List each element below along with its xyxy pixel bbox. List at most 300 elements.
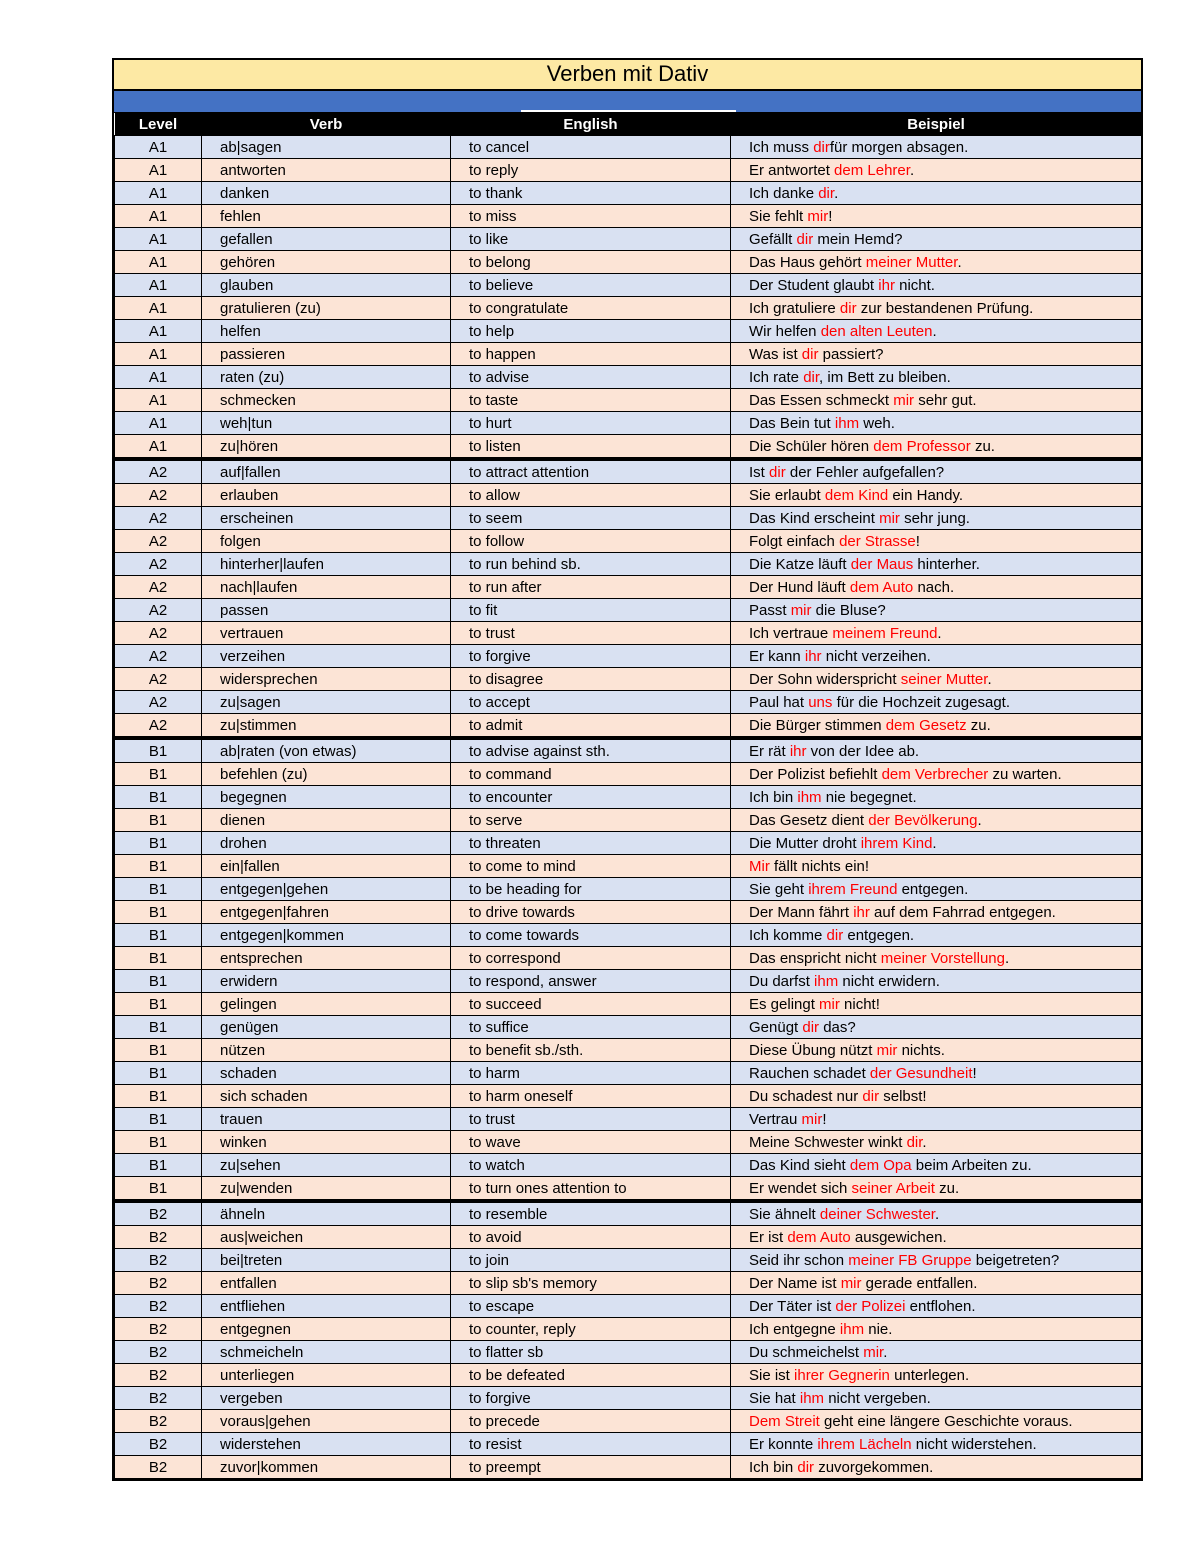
cell-level: A1 bbox=[115, 228, 202, 251]
dative-object-highlight: ihrem Lächeln bbox=[817, 1435, 912, 1453]
cell-beispiel bbox=[731, 484, 1142, 507]
example-text: für morgen absagen. bbox=[829, 138, 969, 156]
dative-object-highlight: ihm bbox=[797, 788, 822, 806]
cell-level: B1 bbox=[115, 763, 202, 786]
table-row bbox=[115, 1108, 1142, 1131]
table-row bbox=[115, 993, 1142, 1016]
dative-object-highlight: dir bbox=[801, 345, 819, 363]
cell-level: A2 bbox=[115, 714, 202, 739]
example-text: Seid ihr schon bbox=[749, 1251, 849, 1269]
table-row bbox=[115, 435, 1142, 460]
example-text: Der Täter ist bbox=[749, 1297, 836, 1315]
dative-object-highlight: ihr bbox=[804, 647, 822, 665]
cell-beispiel bbox=[731, 599, 1142, 622]
cell-level: B2 bbox=[115, 1249, 202, 1272]
example-text: sehr jung. bbox=[899, 509, 970, 527]
example-text: zuvorgekommen. bbox=[814, 1458, 934, 1476]
cell-level: B2 bbox=[115, 1341, 202, 1364]
cell-verb: begegnen bbox=[202, 786, 451, 809]
dative-object-highlight: dir bbox=[769, 463, 786, 481]
cell-level: A1 bbox=[115, 389, 202, 412]
cell-verb: danken bbox=[202, 182, 451, 205]
table-row bbox=[115, 809, 1142, 832]
cell-english: to come to mind bbox=[451, 855, 731, 878]
cell-english: to escape bbox=[451, 1295, 731, 1318]
dative-object-highlight: dem Professor bbox=[873, 437, 971, 455]
cell-beispiel bbox=[731, 691, 1142, 714]
cell-english: to accept bbox=[451, 691, 731, 714]
cell-level: A1 bbox=[115, 343, 202, 366]
example-text: Die Bürger stimmen bbox=[749, 716, 886, 734]
example-text: Wir helfen bbox=[749, 322, 821, 340]
table-header-row bbox=[115, 113, 1142, 136]
example-text: Er ist bbox=[749, 1228, 788, 1246]
cell-beispiel bbox=[731, 1201, 1142, 1226]
example-text: Sie ähnelt bbox=[749, 1205, 820, 1223]
table-row bbox=[115, 832, 1142, 855]
cell-beispiel bbox=[731, 136, 1142, 159]
cell-level: A2 bbox=[115, 553, 202, 576]
dative-object-highlight: der Bevölkerung bbox=[868, 811, 978, 829]
cell-verb: entfliehen bbox=[202, 1295, 451, 1318]
table-row bbox=[115, 366, 1142, 389]
example-text: auf dem Fahrrad entgegen. bbox=[869, 903, 1056, 921]
dative-object-highlight: ihm bbox=[839, 1320, 865, 1338]
table-row bbox=[115, 1131, 1142, 1154]
example-text: ! bbox=[822, 1110, 827, 1128]
cell-verb: sich schaden bbox=[202, 1085, 451, 1108]
cell-english: to succeed bbox=[451, 993, 731, 1016]
cell-english: to respond, answer bbox=[451, 970, 731, 993]
cell-level: B2 bbox=[115, 1433, 202, 1456]
cell-english: to come towards bbox=[451, 924, 731, 947]
cell-english: to harm bbox=[451, 1062, 731, 1085]
cell-level: B1 bbox=[115, 1062, 202, 1085]
cell-verb: unterliegen bbox=[202, 1364, 451, 1387]
example-text: Folgt einfach bbox=[749, 532, 840, 550]
cell-beispiel bbox=[731, 459, 1142, 484]
example-text: die Bluse? bbox=[811, 601, 886, 619]
header-band-divider bbox=[521, 110, 736, 112]
table-row bbox=[115, 251, 1142, 274]
table-row bbox=[115, 1410, 1142, 1433]
cell-english: to help bbox=[451, 320, 731, 343]
example-text: nicht! bbox=[839, 995, 880, 1013]
column-header-verb: Verb bbox=[202, 113, 451, 136]
cell-beispiel bbox=[731, 1039, 1142, 1062]
cell-level: B1 bbox=[115, 1085, 202, 1108]
cell-beispiel bbox=[731, 274, 1142, 297]
table-row bbox=[115, 507, 1142, 530]
page-title: Verben mit Dativ bbox=[114, 60, 1141, 91]
example-text: Du schmeichelst bbox=[749, 1343, 864, 1361]
example-text: . bbox=[977, 811, 982, 829]
cell-english: to resist bbox=[451, 1433, 731, 1456]
cell-verb: entsprechen bbox=[202, 947, 451, 970]
example-text: entgegen. bbox=[843, 926, 915, 944]
cell-verb: erlauben bbox=[202, 484, 451, 507]
dative-object-highlight: dir bbox=[839, 299, 857, 317]
cell-verb: bei|treten bbox=[202, 1249, 451, 1272]
example-text: Er wendet sich bbox=[749, 1179, 852, 1197]
cell-level: A2 bbox=[115, 484, 202, 507]
example-text: zu. bbox=[966, 716, 991, 734]
example-text: Er rät bbox=[749, 742, 790, 760]
cell-level: B1 bbox=[115, 832, 202, 855]
cell-beispiel bbox=[731, 1226, 1142, 1249]
cell-english: to admit bbox=[451, 714, 731, 739]
example-text: zur bestandenen Prüfung. bbox=[856, 299, 1034, 317]
cell-beispiel bbox=[731, 251, 1142, 274]
cell-verb: raten (zu) bbox=[202, 366, 451, 389]
example-text: Meine Schwester winkt bbox=[749, 1133, 907, 1151]
dative-object-highlight: dir bbox=[906, 1133, 923, 1151]
dative-object-highlight: dir bbox=[818, 184, 835, 202]
example-text: weh. bbox=[859, 414, 895, 432]
cell-level: A2 bbox=[115, 530, 202, 553]
cell-verb: gelingen bbox=[202, 993, 451, 1016]
cell-beispiel bbox=[731, 1387, 1142, 1410]
cell-verb: widersprechen bbox=[202, 668, 451, 691]
cell-beispiel bbox=[731, 1318, 1142, 1341]
cell-english: to slip sb's memory bbox=[451, 1272, 731, 1295]
cell-level: B1 bbox=[115, 993, 202, 1016]
cell-english: to avoid bbox=[451, 1226, 731, 1249]
example-text: Ich entgegne bbox=[749, 1320, 840, 1338]
cell-beispiel bbox=[731, 763, 1142, 786]
example-text: fällt nichts ein! bbox=[769, 857, 870, 875]
cell-english: to resemble bbox=[451, 1201, 731, 1226]
example-text: unterlegen. bbox=[889, 1366, 970, 1384]
cell-english: to run behind sb. bbox=[451, 553, 731, 576]
example-text: . bbox=[932, 834, 937, 852]
example-text: hinterher. bbox=[913, 555, 980, 573]
example-text: Er konnte bbox=[749, 1435, 818, 1453]
example-text: Die Mutter droht bbox=[749, 834, 861, 852]
dative-object-highlight: ihr bbox=[853, 903, 870, 921]
table-row bbox=[115, 668, 1142, 691]
example-text: . bbox=[937, 624, 942, 642]
cell-beispiel bbox=[731, 786, 1142, 809]
cell-english: to advise bbox=[451, 366, 731, 389]
example-text: Ich rate bbox=[749, 368, 804, 386]
example-text: . bbox=[932, 322, 937, 340]
cell-verb: aus|weichen bbox=[202, 1226, 451, 1249]
cell-verb: befehlen (zu) bbox=[202, 763, 451, 786]
cell-verb: entgegnen bbox=[202, 1318, 451, 1341]
example-text: ausgewichen. bbox=[850, 1228, 947, 1246]
example-text: Was ist bbox=[749, 345, 802, 363]
cell-beispiel bbox=[731, 924, 1142, 947]
example-text: Ich gratuliere bbox=[749, 299, 840, 317]
cell-beispiel bbox=[731, 1295, 1142, 1318]
example-text: entgegen. bbox=[897, 880, 969, 898]
cell-beispiel bbox=[731, 1410, 1142, 1433]
cell-english: to drive towards bbox=[451, 901, 731, 924]
example-text: Der Name ist bbox=[749, 1274, 841, 1292]
table-row bbox=[115, 738, 1142, 763]
example-text: zu warten. bbox=[988, 765, 1062, 783]
cell-english: to follow bbox=[451, 530, 731, 553]
cell-level: A1 bbox=[115, 274, 202, 297]
cell-verb: drohen bbox=[202, 832, 451, 855]
example-text: Ich bin bbox=[749, 788, 798, 806]
table-row bbox=[115, 1226, 1142, 1249]
table-row bbox=[115, 1295, 1142, 1318]
example-text: Die Katze läuft bbox=[749, 555, 851, 573]
table-row bbox=[115, 182, 1142, 205]
cell-verb: gehören bbox=[202, 251, 451, 274]
example-text: Ich danke bbox=[749, 184, 819, 202]
table-row bbox=[115, 622, 1142, 645]
table-row bbox=[115, 553, 1142, 576]
example-text: nicht verzeihen. bbox=[821, 647, 931, 665]
cell-english: to listen bbox=[451, 435, 731, 460]
example-text: . bbox=[957, 253, 962, 271]
table-row bbox=[115, 1154, 1142, 1177]
cell-beispiel bbox=[731, 553, 1142, 576]
cell-verb: zu|sagen bbox=[202, 691, 451, 714]
example-text: , im Bett zu bleiben. bbox=[819, 368, 951, 386]
example-text: Er antwortet bbox=[749, 161, 835, 179]
example-text: Du schadest nur bbox=[749, 1087, 863, 1105]
table-row bbox=[115, 763, 1142, 786]
table-row bbox=[115, 645, 1142, 668]
dative-object-highlight: dem Lehrer bbox=[834, 161, 910, 179]
dative-object-highlight: ihrem Kind bbox=[860, 834, 933, 852]
cell-level: B2 bbox=[115, 1364, 202, 1387]
cell-verb: entgegen|fahren bbox=[202, 901, 451, 924]
cell-verb: hinterher|laufen bbox=[202, 553, 451, 576]
cell-english: to happen bbox=[451, 343, 731, 366]
example-text: . bbox=[987, 670, 992, 688]
example-text: gerade entfallen. bbox=[861, 1274, 978, 1292]
table-row bbox=[115, 947, 1142, 970]
dative-object-highlight: deiner Schwester bbox=[819, 1205, 935, 1223]
example-text: zu. bbox=[970, 437, 995, 455]
table-row bbox=[115, 1201, 1142, 1226]
example-text: sehr gut. bbox=[914, 391, 977, 409]
cell-level: B2 bbox=[115, 1410, 202, 1433]
example-text: Der Sohn widerspricht bbox=[749, 670, 901, 688]
cell-beispiel bbox=[731, 205, 1142, 228]
dative-object-highlight: der Strasse bbox=[839, 532, 916, 550]
cell-level: A2 bbox=[115, 459, 202, 484]
cell-beispiel bbox=[731, 832, 1142, 855]
example-text: Die Schüler hören bbox=[749, 437, 874, 455]
cell-verb: ab|sagen bbox=[202, 136, 451, 159]
cell-beispiel bbox=[731, 1249, 1142, 1272]
example-text: Das Bein tut bbox=[749, 414, 835, 432]
cell-beispiel bbox=[731, 645, 1142, 668]
cell-verb: vergeben bbox=[202, 1387, 451, 1410]
table-row bbox=[115, 970, 1142, 993]
cell-beispiel bbox=[731, 1341, 1142, 1364]
cell-english: to preempt bbox=[451, 1456, 731, 1479]
cell-level: A2 bbox=[115, 576, 202, 599]
cell-verb: winken bbox=[202, 1131, 451, 1154]
cell-level: B1 bbox=[115, 1108, 202, 1131]
example-text: ! bbox=[972, 1064, 977, 1082]
table-row bbox=[115, 1433, 1142, 1456]
cell-beispiel bbox=[731, 714, 1142, 739]
cell-beispiel bbox=[731, 1272, 1142, 1295]
example-text: Sie fehlt bbox=[749, 207, 808, 225]
cell-level: B2 bbox=[115, 1318, 202, 1341]
cell-verb: zu|hören bbox=[202, 435, 451, 460]
table-row bbox=[115, 924, 1142, 947]
cell-level: A2 bbox=[115, 622, 202, 645]
example-text: Das Gesetz dient bbox=[749, 811, 869, 829]
table-row bbox=[115, 1249, 1142, 1272]
table-row bbox=[115, 297, 1142, 320]
example-text: zu. bbox=[934, 1179, 960, 1197]
dative-object-highlight: ihm bbox=[834, 414, 860, 432]
cell-beispiel bbox=[731, 182, 1142, 205]
cell-verb: entgegen|gehen bbox=[202, 878, 451, 901]
cell-beispiel bbox=[731, 576, 1142, 599]
dative-object-highlight: mir bbox=[876, 1041, 898, 1059]
cell-english: to flatter sb bbox=[451, 1341, 731, 1364]
table-row bbox=[115, 1062, 1142, 1085]
example-text: . bbox=[934, 1205, 940, 1223]
table-row bbox=[115, 459, 1142, 484]
dative-object-highlight: meiner FB Gruppe bbox=[848, 1251, 972, 1269]
table-row bbox=[115, 389, 1142, 412]
vocabulary-sheet bbox=[112, 58, 1143, 1481]
dative-object-highlight: dir bbox=[803, 368, 820, 386]
cell-beispiel bbox=[731, 412, 1142, 435]
example-text: Ich komme bbox=[749, 926, 827, 944]
dative-object-highlight: dem Auto bbox=[849, 578, 914, 596]
cell-english: to precede bbox=[451, 1410, 731, 1433]
cell-level: A1 bbox=[115, 366, 202, 389]
dative-object-highlight: dem Verbrecher bbox=[881, 765, 989, 783]
cell-beispiel bbox=[731, 855, 1142, 878]
cell-beispiel bbox=[731, 320, 1142, 343]
cell-level: A2 bbox=[115, 507, 202, 530]
cell-beispiel bbox=[731, 1177, 1142, 1202]
table-row bbox=[115, 786, 1142, 809]
cell-verb: antworten bbox=[202, 159, 451, 182]
cell-verb: schmecken bbox=[202, 389, 451, 412]
table-row bbox=[115, 274, 1142, 297]
cell-beispiel bbox=[731, 947, 1142, 970]
dative-object-highlight: ihrem Freund bbox=[808, 880, 898, 898]
cell-level: B2 bbox=[115, 1456, 202, 1479]
example-text: Ich muss bbox=[749, 138, 814, 156]
cell-english: to miss bbox=[451, 205, 731, 228]
cell-english: to hurt bbox=[451, 412, 731, 435]
cell-verb: schaden bbox=[202, 1062, 451, 1085]
cell-english: to serve bbox=[451, 809, 731, 832]
dative-object-highlight: dir bbox=[796, 230, 814, 248]
cell-verb: zuvor|kommen bbox=[202, 1456, 451, 1479]
cell-level: B1 bbox=[115, 1154, 202, 1177]
cell-level: A1 bbox=[115, 205, 202, 228]
verb-table bbox=[114, 113, 1142, 1479]
cell-english: to encounter bbox=[451, 786, 731, 809]
cell-english: to join bbox=[451, 1249, 731, 1272]
cell-level: B2 bbox=[115, 1295, 202, 1318]
example-text: . bbox=[909, 161, 915, 179]
cell-level: B1 bbox=[115, 901, 202, 924]
example-text: . bbox=[1004, 949, 1010, 967]
cell-beispiel bbox=[731, 366, 1142, 389]
dative-object-highlight: mir bbox=[807, 207, 829, 225]
example-text: Das enspricht nicht bbox=[749, 949, 881, 967]
table-row bbox=[115, 412, 1142, 435]
cell-english: to advise against sth. bbox=[451, 738, 731, 763]
cell-verb: trauen bbox=[202, 1108, 451, 1131]
cell-level: A1 bbox=[115, 182, 202, 205]
example-text: Der Polizist befiehlt bbox=[749, 765, 882, 783]
table-row bbox=[115, 878, 1142, 901]
cell-beispiel bbox=[731, 435, 1142, 460]
dative-object-highlight: dir bbox=[802, 1018, 820, 1036]
example-text: Diese Übung nützt bbox=[749, 1041, 877, 1059]
table-row bbox=[115, 599, 1142, 622]
cell-verb: ab|raten (von etwas) bbox=[202, 738, 451, 763]
example-text: ! bbox=[915, 532, 920, 550]
cell-beispiel bbox=[731, 901, 1142, 924]
cell-english: to cancel bbox=[451, 136, 731, 159]
example-text: beim Arbeiten zu. bbox=[911, 1156, 1032, 1174]
cell-english: to like bbox=[451, 228, 731, 251]
table-row bbox=[115, 320, 1142, 343]
cell-level: B1 bbox=[115, 970, 202, 993]
example-text: nicht vergeben. bbox=[824, 1389, 931, 1407]
cell-verb: weh|tun bbox=[202, 412, 451, 435]
cell-english: to be defeated bbox=[451, 1364, 731, 1387]
example-text: Der Hund läuft bbox=[749, 578, 850, 596]
example-text: nicht erwidern. bbox=[838, 972, 940, 990]
dative-object-highlight: mir bbox=[819, 995, 840, 1013]
dative-object-highlight: ihr bbox=[789, 742, 807, 760]
dative-object-highlight: dem Gesetz bbox=[885, 716, 967, 734]
cell-level: B2 bbox=[115, 1387, 202, 1410]
cell-verb: passen bbox=[202, 599, 451, 622]
cell-english: to command bbox=[451, 763, 731, 786]
cell-verb: voraus|gehen bbox=[202, 1410, 451, 1433]
dative-object-highlight: dir bbox=[826, 926, 844, 944]
cell-english: to harm oneself bbox=[451, 1085, 731, 1108]
example-text: selbst! bbox=[879, 1087, 927, 1105]
cell-level: A1 bbox=[115, 251, 202, 274]
cell-beispiel bbox=[731, 1364, 1142, 1387]
cell-verb: verzeihen bbox=[202, 645, 451, 668]
dative-object-highlight: Dem Streit bbox=[749, 1412, 820, 1430]
dative-object-highlight: uns bbox=[808, 693, 833, 711]
cell-level: A1 bbox=[115, 412, 202, 435]
table-row bbox=[115, 1272, 1142, 1295]
example-text: Er kann bbox=[749, 647, 805, 665]
cell-level: B1 bbox=[115, 809, 202, 832]
dative-object-highlight: seiner Arbeit bbox=[851, 1179, 935, 1197]
example-text: Vertrau bbox=[749, 1110, 802, 1128]
column-header-english: English bbox=[451, 113, 731, 136]
cell-beispiel bbox=[731, 1085, 1142, 1108]
cell-verb: nützen bbox=[202, 1039, 451, 1062]
table-row bbox=[115, 1016, 1142, 1039]
dative-object-highlight: Mir bbox=[749, 857, 770, 875]
cell-english: to allow bbox=[451, 484, 731, 507]
cell-level: B2 bbox=[115, 1272, 202, 1295]
cell-level: B1 bbox=[115, 1177, 202, 1202]
table-row bbox=[115, 901, 1142, 924]
cell-english: to wave bbox=[451, 1131, 731, 1154]
cell-level: B1 bbox=[115, 878, 202, 901]
